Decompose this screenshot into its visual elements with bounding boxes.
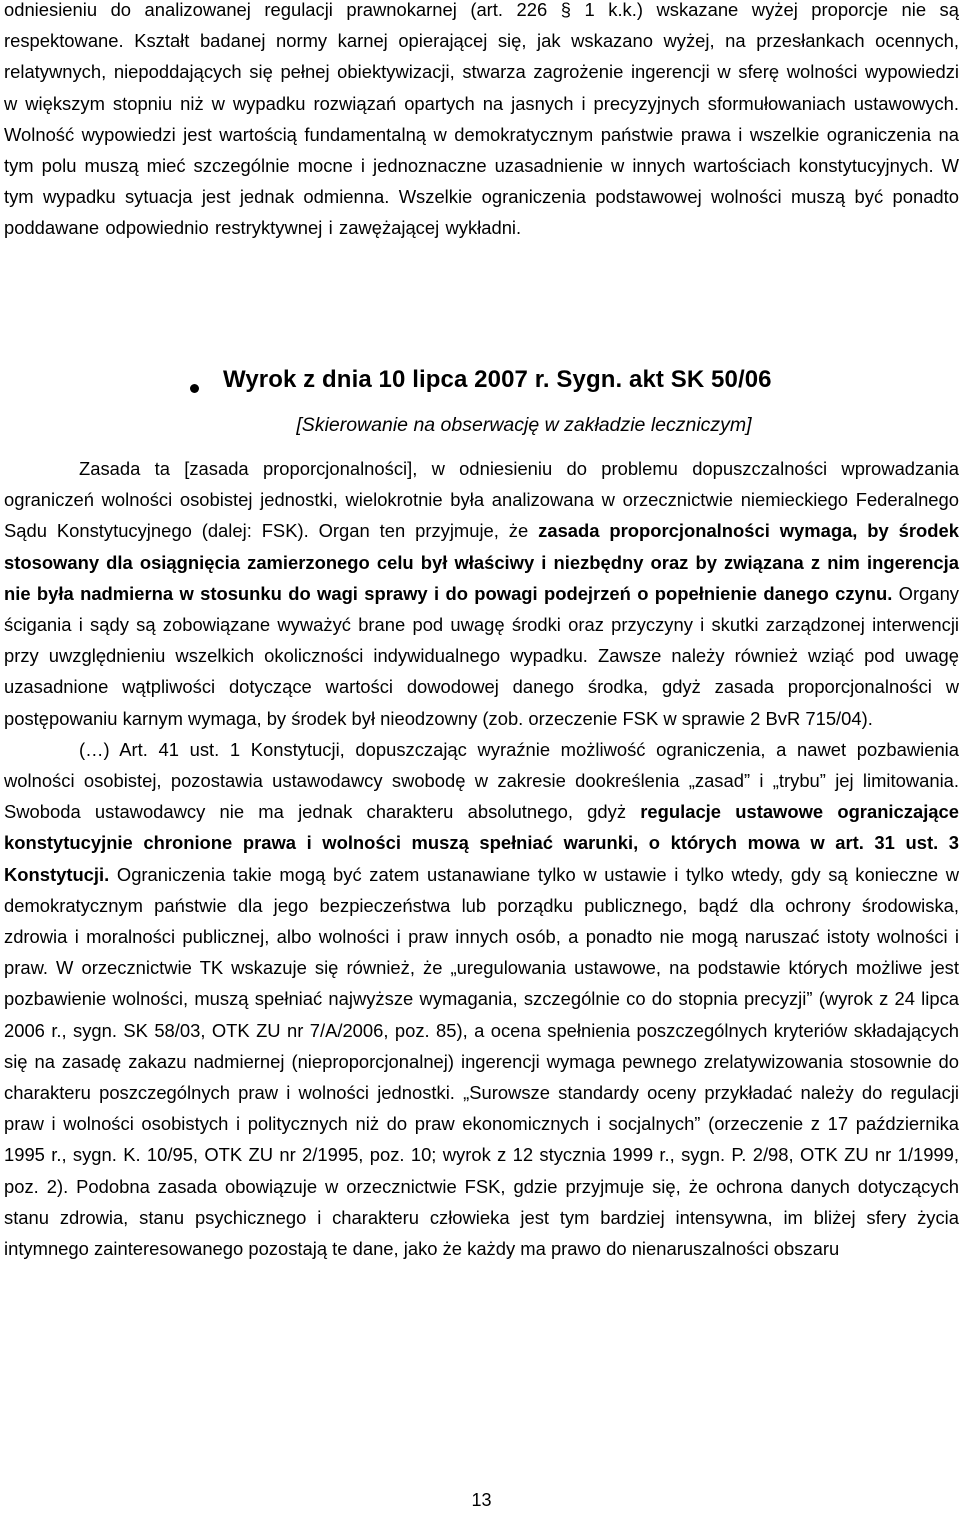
judgment-title: Wyrok z dnia 10 lipca 2007 r. Sygn. akt SK 50/06 <box>223 366 772 393</box>
paragraph-intro <box>4 0 959 244</box>
paragraph-art41 <box>4 734 959 1264</box>
bullet-icon <box>190 384 199 393</box>
document-page <box>4 0 959 1510</box>
paragraph-proportionality-part2: Organy ścigania i sądy są zobowiązane wyważyć brane pod uwagę środki oraz przyczyny i skutki zarządzonej interwencji przy uwzględnieniu wszelkich okoliczności indywidualnego wypadku. Zawsze należy również wziąć pod uwagę uzasadnione wątpliwości dotyczące wartości dowodowej danego środka, gdyż zasada proporcjonalności w postępowaniu karnym wymaga, by środek był nieodzowny (zob. orzeczenie FSK w sprawie 2 BvR 715/04). <box>4 582 959 729</box>
paragraph-intro-text: odniesieniu do analizowanej regulacji prawnokarnej (art. 226 § 1 k.k.) wskazane wyżej proporcje nie są respektowane. Kształt badanej normy karnej opierającej się, jak wskazano wyżej, na przesłankach ocennych, relatywnych, niepoddających się pełnej obiektywizacji, stwarza zagrożenie ingerencji w sferę wolności wypowiedzi w większym stopniu niż w wypadku rozwiązań opartych na jasnych i precyzyjnych sformułowaniach ustawowych. Wolność wypowiedzi jest wartością fundamentalną w demokratycznym państwie prawa i wszelkie ograniczenia na tym polu muszą mieć szczególnie mocne i jednoznaczne uzasadnienie w innych wartościach konstytucyjnych. W tym wypadku sytuacja jest jednak odmienna. Wszelkie ograniczenia podstawowej wolności muszą być ponadto poddawane odpowiednio restryktywnej i zawężającej wykładni. <box>4 0 959 239</box>
paragraph-art41-part1: (…) Art. 41 ust. 1 Konstytucji, dopuszczając wyraźnie możliwość ograniczenia, a nawet pozbawienia wolności osobistej, pozostawia ustawodawcy swobodę w zakresie dookreślenia „zasad” i „trybu” jej limitowania. Swoboda ustawodawcy nie ma jednak charakteru absolutnego, gdyż <box>4 738 959 823</box>
page-number: 13 <box>471 1490 492 1510</box>
judgment-subtitle: [Skierowanie na obserwację w zakładzie leczniczym] <box>296 414 752 436</box>
judgment-heading <box>4 360 959 416</box>
paragraph-proportionality <box>4 453 959 734</box>
paragraph-art41-bold: regulacje ustawowe ograniczające konstytucyjnie chronione prawa i wolności muszą spełniać warunki, o których mowa w art. 31 ust. 3 Konstytucji. <box>4 801 959 885</box>
paragraph-proportionality-part1: Zasada ta [zasada proporcjonalności], w odniesieniu do problemu dopuszczalności wprowadzania ograniczeń wolności osobistej jednostki, wielokrotnie była analizowana w orzecznictwie niemieckiego Federalnego Sądu Konstytucyjnego (dalej: FSK). Organ ten przyjmuje, że <box>4 458 959 542</box>
paragraph-proportionality-bold: zasada proporcjonalności wymaga, by środek stosowany dla osiągnięcia zamierzonego celu był właściwy i niezbędny oraz by związana z nim ingerencja nie była nadmierna w stosunku do wagi sprawy i do powagi podejrzeń o popełnienie danego czynu. <box>4 520 959 604</box>
judgment-body <box>4 453 959 1264</box>
paragraph-art41-part2: Ograniczenia takie mogą być zatem ustanawiane tylko w ustawie i tylko wtedy, gdy są konieczne w demokratycznym państwie dla jego bezpieczeństwa lub porządku publicznego, bądź dla ochrony środowiska, zdrowia i moralności publicznej, albo wolności i praw innych osób, a ponadto nie mogą naruszać istoty wolności i praw. W orzecznictwie TK wskazuje się również, że „uregulowania ustawowe, na podstawie których możliwe jest pozbawienie wolności, muszą spełniać najwyższe wymagania, szczególnie co do stopnia precyzji” (wyrok z 24 lipca 2006 r., sygn. SK 58/03, OTK ZU nr 7/A/2006, poz. 85), a ocena spełnienia poszczególnych kryteriów składających się na zasadę zakazu nadmiernej (nieproporcjonalnej) ingerencji wymaga pewnego zrelatywizowania stosownie do charakteru poszczególnych praw i wolności jednostki. „Surowsze standardy oceny przykładać należy do regulacji praw i wolności osobistych i politycznych niż do praw ekonomicznych i socjalnych” (orzeczenie z 17 października 1995 r., sygn. K. 10/95, OTK ZU nr 2/1995, poz. 10; wyrok z 12 stycznia 1999 r., sygn. P. 2/98, OTK ZU nr 1/1999, poz. 2). Podobna zasada obowiązuje w orzecznictwie FSK, gdzie przyjmuje się, że ochrona danych dotyczących stanu zdrowia, stanu psychicznego i charakteru człowieka jest tym bardziej intensywna, im bliżej sfery życia intymnego zainteresowanego pozostają te dane, jako że każdy ma prawo do nienaruszalności obszaru <box>4 863 959 1260</box>
